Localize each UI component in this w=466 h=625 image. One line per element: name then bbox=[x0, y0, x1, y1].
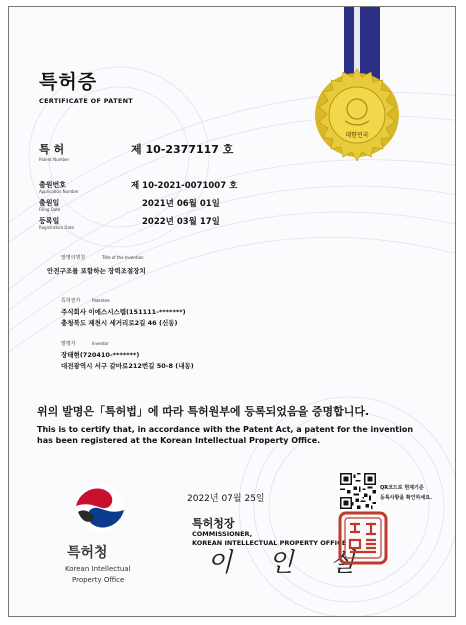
office-name-ko: 특허청 bbox=[67, 545, 108, 561]
qr-note-line2: 등록사항을 확인하세요. bbox=[380, 495, 432, 501]
application-number-label: 출원번호 bbox=[39, 181, 67, 189]
declaration-en-line1: This is to certify that, in accordance with the Patent Act, a patent for the invention bbox=[37, 425, 414, 434]
gold-seal-icon bbox=[307, 65, 407, 165]
commissioner-title-en2: KOREAN INTELLECTUAL PROPERTY OFFICE bbox=[192, 539, 347, 547]
qr-note-line1: QR코드로 현재기준 bbox=[380, 485, 424, 491]
registration-date-label: 등록일 bbox=[39, 217, 60, 225]
patent-number-label-en: Patent Number bbox=[39, 157, 70, 162]
application-number-value: 제 10-2021-0071007 호 bbox=[131, 181, 238, 191]
inventor-label: 발명자 bbox=[61, 341, 76, 347]
application-number-label-en: Application Number bbox=[39, 189, 79, 194]
commissioner-title: 특허청장 bbox=[192, 517, 235, 530]
office-name-en1: Korean Intellectual bbox=[65, 565, 131, 573]
commissioner-signature: 이 인 실 bbox=[207, 548, 369, 578]
office-name-en2: Property Office bbox=[72, 576, 125, 584]
inventor-name: 장태현(720410-*******) bbox=[61, 351, 140, 359]
registration-date-label-en: Registration Date bbox=[39, 225, 74, 230]
patent-number-value: 제 10-2377117 호 bbox=[131, 143, 234, 156]
issue-date: 2022년 07월 25일 bbox=[187, 494, 265, 504]
seal-text: 대한민국 bbox=[345, 132, 369, 139]
kipo-logo-icon bbox=[74, 482, 126, 534]
patent-number-label: 특 허 bbox=[39, 143, 65, 156]
filing-date-value: 2021년 06월 01일 bbox=[142, 199, 220, 209]
commissioner-title-en1: COMMISSIONER, bbox=[192, 530, 253, 538]
certificate-title: 특허증 bbox=[39, 71, 98, 93]
qr-code-icon[interactable] bbox=[340, 473, 376, 509]
patentee-label-en: Patentee bbox=[92, 298, 110, 303]
filing-date-label: 출원일 bbox=[39, 199, 60, 207]
patentee-address: 충청북도 제천시 세거리로2길 46 (신동) bbox=[61, 319, 178, 327]
certificate-frame bbox=[8, 6, 456, 617]
official-stamp-icon bbox=[337, 510, 389, 566]
registration-date-value: 2022년 03월 17일 bbox=[142, 217, 220, 227]
declaration-ko: 위의 발명은「특허법」에 따라 특허원부에 등록되었음을 증명합니다. bbox=[37, 405, 370, 418]
invention-title-label: 발명의명칭 bbox=[61, 255, 86, 261]
inventor-address: 대전광역시 서구 갈마로212번길 50-8 (내동) bbox=[61, 362, 194, 370]
patentee-name: 주식회사 이에스시스템(151111-*******) bbox=[61, 308, 186, 316]
patentee-label: 특허권자 bbox=[61, 298, 81, 304]
declaration-en-line2: has been registered at the Korean Intellectual Property Office. bbox=[37, 436, 321, 445]
invention-title-value: 안전구조를 포함하는 장력조절장치 bbox=[47, 267, 146, 275]
inventor-label-en: Inventor bbox=[92, 341, 109, 346]
filing-date-label-en: Filing Date bbox=[39, 207, 61, 212]
certificate-title-en: CERTIFICATE OF PATENT bbox=[39, 97, 134, 105]
invention-title-label-en: Title of the Invention bbox=[102, 255, 144, 260]
